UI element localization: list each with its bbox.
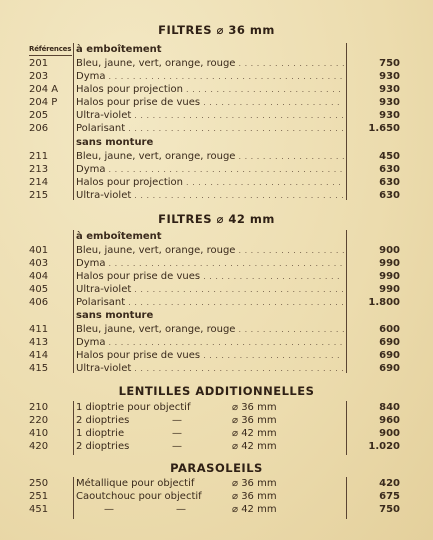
row-desc: 1 dioptrie pour objectif — [76, 402, 191, 413]
group-label: sans monture — [76, 310, 154, 321]
row-desc: Bleu, jaune, vert, orange, rouge . . . — [76, 245, 344, 257]
section-title-filtres-36: FILTRES ⌀ 36 mm — [158, 23, 275, 37]
row-desc: Ultra-violet . . . — [76, 284, 344, 296]
row-desc: Halos pour projection . . . — [76, 177, 344, 189]
row-ref: 211 — [29, 151, 49, 162]
row-ref: 204 A — [29, 84, 59, 95]
row-price: 930 — [379, 97, 400, 108]
row-ref: 201 — [29, 58, 49, 69]
table-row — [0, 177, 433, 189]
table-row — [0, 245, 433, 257]
row-diameter: ⌀ 42 mm — [232, 428, 277, 439]
row-ref: 403 — [29, 258, 49, 269]
row-price: 630 — [379, 177, 400, 188]
row-price: 750 — [379, 504, 400, 515]
row-diameter: ⌀ 36 mm — [232, 402, 277, 413]
row-price: 930 — [379, 110, 400, 121]
row-dash: — — [172, 415, 182, 426]
row-desc: 1 dioptrie — [76, 428, 125, 439]
row-desc: Bleu, jaune, vert, orange, rouge . . . — [76, 324, 344, 336]
references-column-header: Références — [29, 45, 72, 53]
table-row — [0, 110, 433, 122]
row-price: 990 — [379, 258, 400, 269]
table-row — [0, 491, 433, 503]
row-desc: Dyma . . . — [76, 71, 344, 83]
table-row — [0, 504, 433, 516]
row-price: 675 — [379, 491, 400, 502]
group-label: à emboîtement — [76, 231, 162, 242]
row-desc: Halos pour projection . . . — [76, 84, 344, 96]
section-title-filtres-42: FILTRES ⌀ 42 mm — [158, 212, 275, 226]
table-row — [0, 58, 433, 70]
group-label: à emboîtement — [76, 44, 162, 55]
row-ref: 414 — [29, 350, 49, 361]
group-label: sans monture — [76, 137, 154, 148]
row-price: 630 — [379, 190, 400, 201]
table-row — [0, 350, 433, 362]
row-diameter: ⌀ 42 mm — [232, 441, 277, 452]
row-desc: 2 dioptries — [76, 441, 130, 452]
table-row — [0, 284, 433, 296]
row-price: 1.650 — [368, 123, 400, 134]
row-ref: 413 — [29, 337, 49, 348]
row-price: 990 — [379, 271, 400, 282]
row-price: 930 — [379, 71, 400, 82]
row-ref: 214 — [29, 177, 49, 188]
table-row — [0, 441, 433, 453]
table-row — [0, 151, 433, 163]
table-row — [0, 478, 433, 490]
row-ref: 404 — [29, 271, 49, 282]
row-diameter: ⌀ 36 mm — [232, 478, 277, 489]
row-price: 1.020 — [368, 441, 400, 452]
row-price: 840 — [379, 402, 400, 413]
table-row — [0, 271, 433, 283]
row-ref: 410 — [29, 428, 49, 439]
table-row — [0, 123, 433, 135]
row-ref: 206 — [29, 123, 49, 134]
table-row — [0, 190, 433, 202]
row-price: 990 — [379, 284, 400, 295]
row-ref: 220 — [29, 415, 49, 426]
row-price: 930 — [379, 84, 400, 95]
table-row — [0, 84, 433, 96]
header-underline — [29, 55, 72, 56]
row-desc: Caoutchouc pour objectif — [76, 491, 202, 502]
table-row — [0, 297, 433, 309]
row-price: 960 — [379, 415, 400, 426]
row-desc: Halos pour prise de vues . . . — [76, 97, 344, 109]
row-diameter: ⌀ 42 mm — [232, 504, 277, 515]
row-ref: 213 — [29, 164, 49, 175]
row-ref: 204 P — [29, 97, 58, 108]
row-price: 630 — [379, 164, 400, 175]
row-ref: 451 — [29, 504, 49, 515]
row-desc: Bleu, jaune, vert, orange, rouge . . . — [76, 58, 344, 70]
row-price: 420 — [379, 478, 400, 489]
row-ref: 215 — [29, 190, 49, 201]
row-desc: Métallique pour objectif — [76, 478, 195, 489]
row-ref: 405 — [29, 284, 49, 295]
row-desc: 2 dioptries — [76, 415, 130, 426]
row-desc: Polarisant . . . — [76, 123, 344, 135]
row-desc: Polarisant . . . — [76, 297, 344, 309]
row-desc: Bleu, jaune, vert, orange, rouge . . . — [76, 151, 344, 163]
row-dash: — — [172, 428, 182, 439]
row-ref: 203 — [29, 71, 49, 82]
row-price: 900 — [379, 428, 400, 439]
table-row — [0, 337, 433, 349]
table-row — [0, 164, 433, 176]
row-desc: Ultra-violet . . . — [76, 190, 344, 202]
table-row — [0, 363, 433, 375]
row-ref: 411 — [29, 324, 49, 335]
table-row — [0, 258, 433, 270]
row-diameter: ⌀ 36 mm — [232, 491, 277, 502]
row-desc: Ultra-violet . . . — [76, 110, 344, 122]
row-dash: — — [172, 441, 182, 452]
row-ref: 250 — [29, 478, 49, 489]
row-desc: Dyma . . . — [76, 337, 344, 349]
row-price: 690 — [379, 337, 400, 348]
row-price: 750 — [379, 58, 400, 69]
row-ref: 406 — [29, 297, 49, 308]
row-diameter: ⌀ 36 mm — [232, 415, 277, 426]
row-ref: 251 — [29, 491, 49, 502]
row-price: 900 — [379, 245, 400, 256]
row-desc: — — [104, 504, 114, 515]
row-desc: Dyma . . . — [76, 258, 344, 270]
table-row — [0, 71, 433, 83]
row-price: 600 — [379, 324, 400, 335]
table-row — [0, 415, 433, 427]
table-row — [0, 324, 433, 336]
row-desc: Dyma . . . — [76, 164, 344, 176]
table-row — [0, 97, 433, 109]
table-row — [0, 402, 433, 414]
row-desc: Halos pour prise de vues . . . — [76, 271, 344, 283]
section-title-parasoleils: PARASOLEILS — [170, 461, 263, 475]
row-ref: 420 — [29, 441, 49, 452]
table-row — [0, 428, 433, 440]
row-desc: Ultra-violet . . . — [76, 363, 344, 375]
row-price: 690 — [379, 350, 400, 361]
row-dash: — — [176, 504, 186, 515]
row-price: 690 — [379, 363, 400, 374]
row-ref: 401 — [29, 245, 49, 256]
row-price: 450 — [379, 151, 400, 162]
row-ref: 210 — [29, 402, 49, 413]
row-ref: 415 — [29, 363, 49, 374]
row-ref: 205 — [29, 110, 49, 121]
row-desc: Halos pour prise de vues . . . — [76, 350, 344, 362]
section-title-lentilles: LENTILLES ADDITIONNELLES — [118, 384, 315, 398]
row-price: 1.800 — [368, 297, 400, 308]
